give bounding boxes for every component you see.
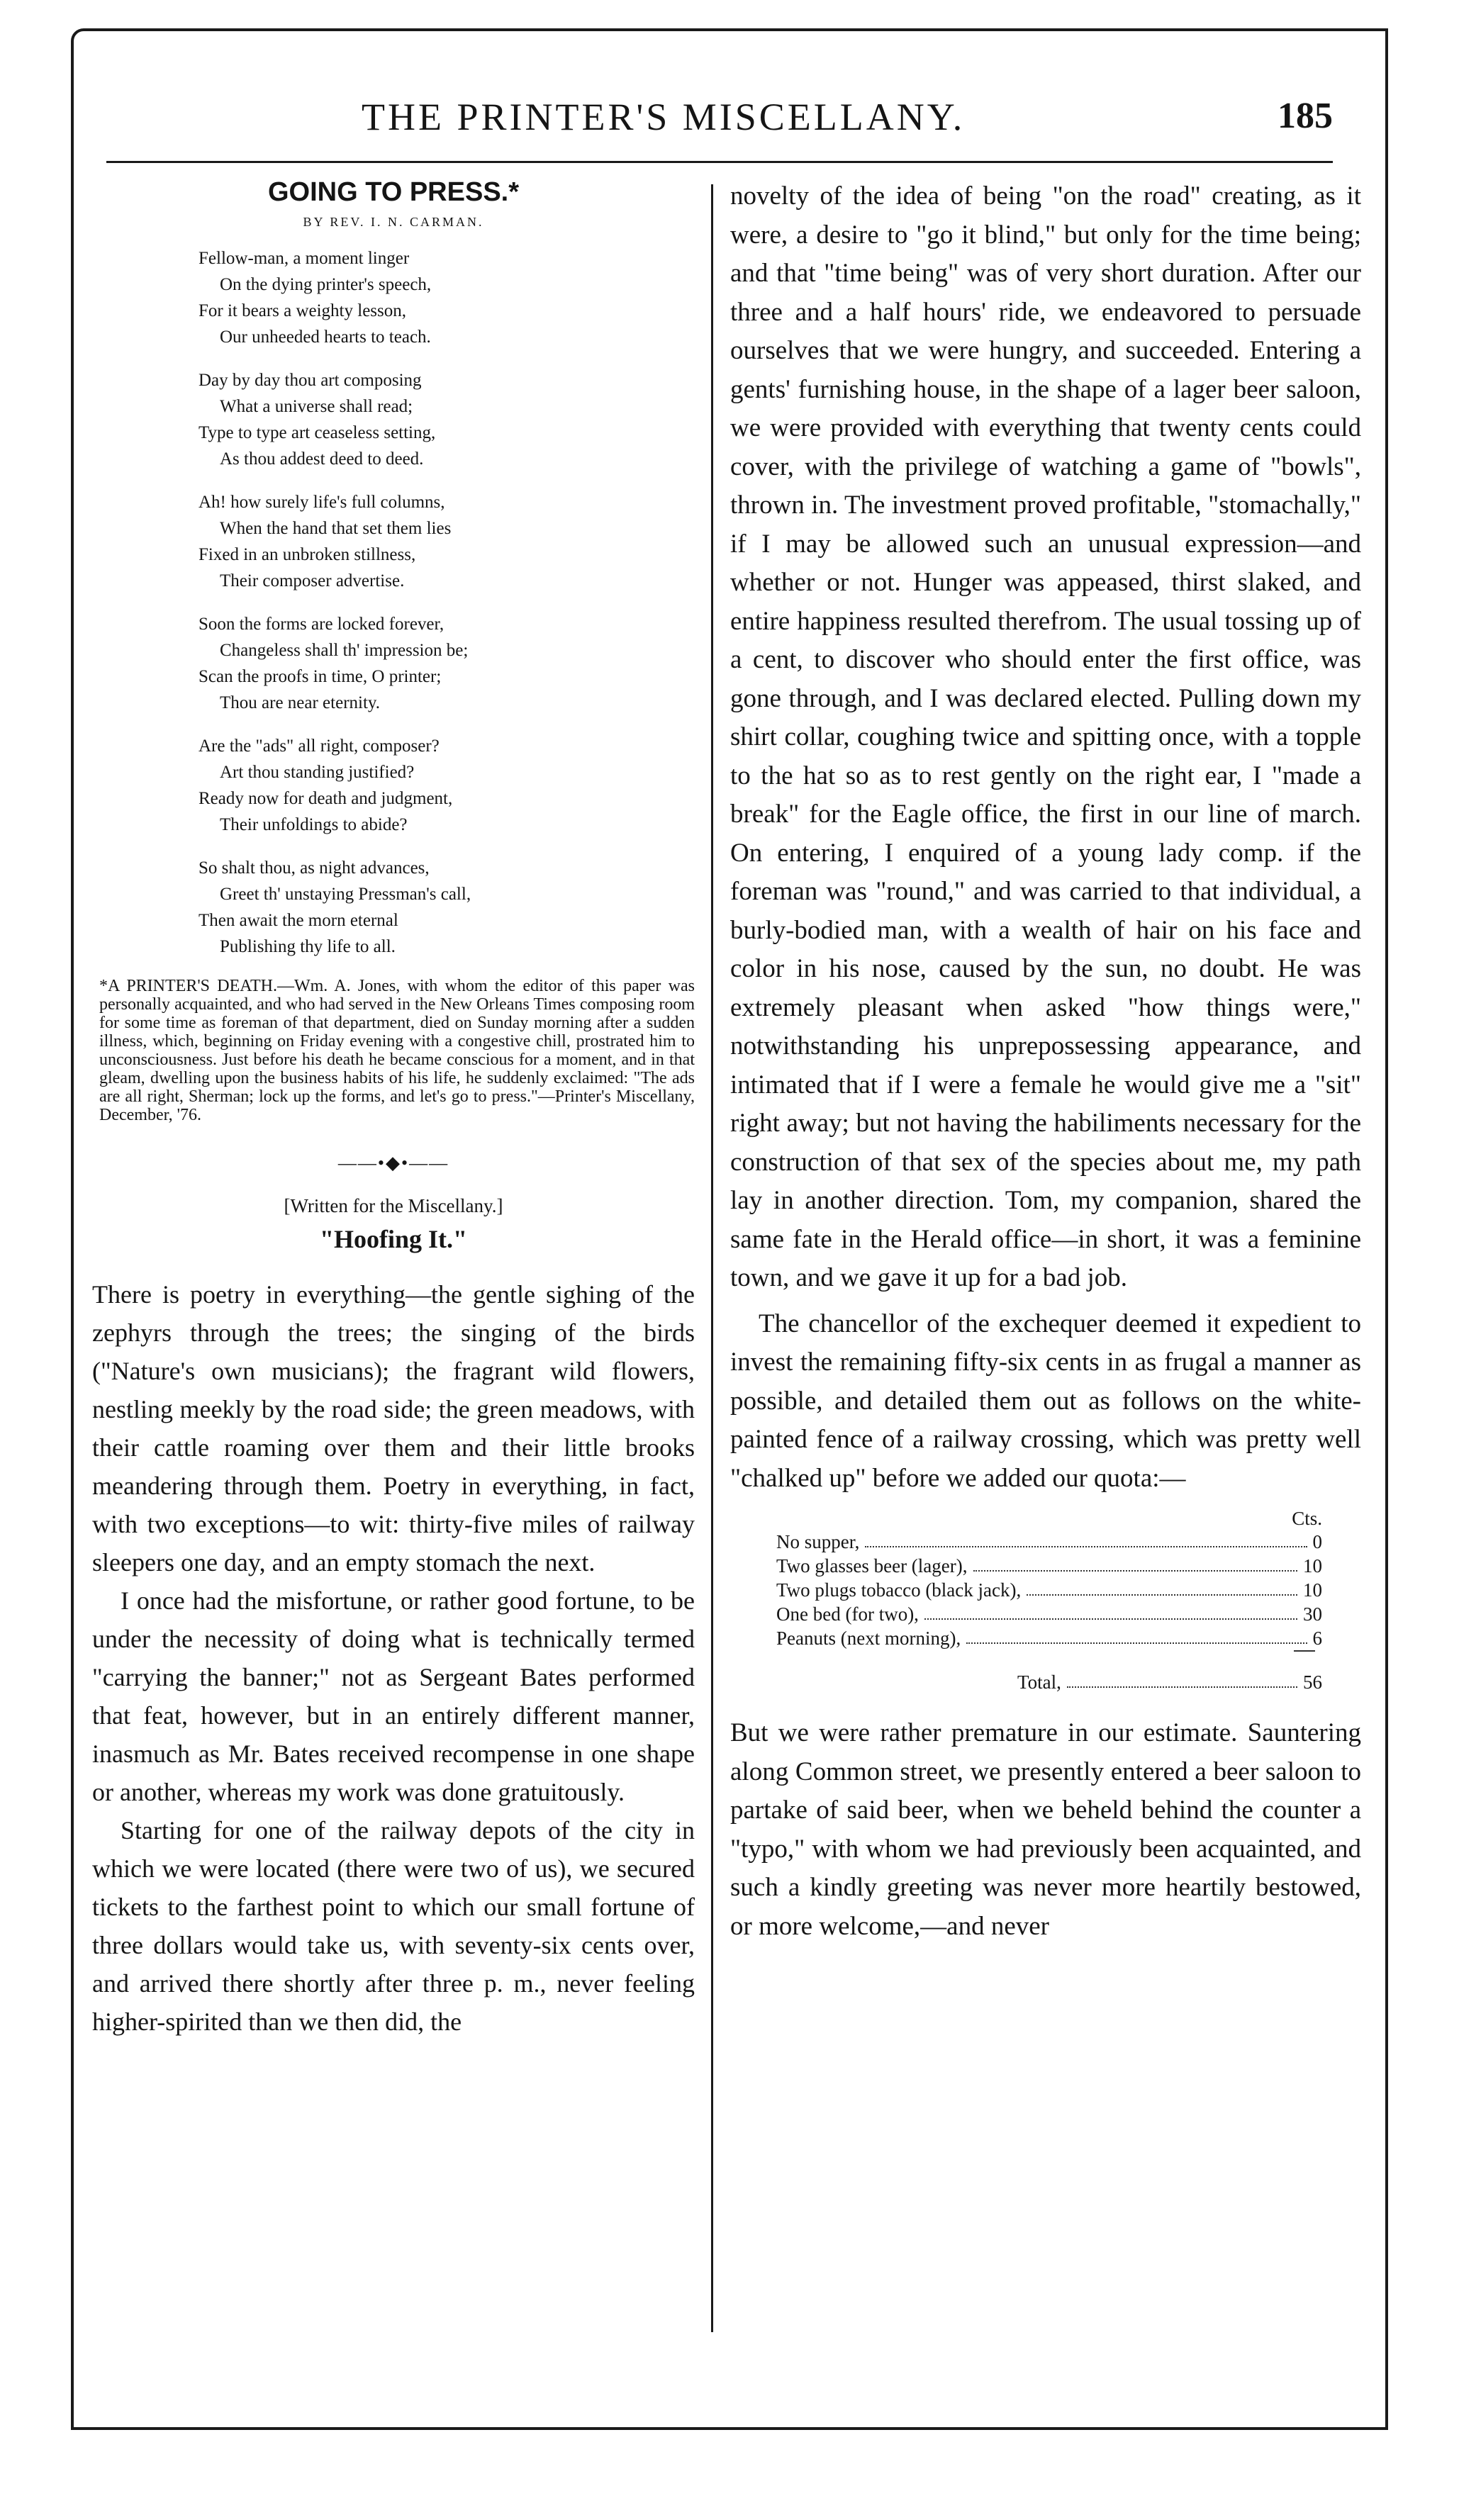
poem-title: GOING TO PRESS.* xyxy=(267,177,520,207)
poem-line: Their composer advertise. xyxy=(220,571,405,590)
poem-line: Day by day thou art composing xyxy=(199,371,422,390)
poem-line: Ah! how surely life's full columns, xyxy=(199,493,445,512)
poem-line: Art thou standing justified? xyxy=(220,763,415,782)
poem-stanza xyxy=(199,245,695,350)
poem-line: So shalt thou, as night advances, xyxy=(199,858,430,878)
poem-line: Greet th' unstaying Pressman's call, xyxy=(220,885,471,904)
poem-line: Fellow-man, a moment linger xyxy=(199,249,410,268)
poem-line: Changeless shall th' impression be; xyxy=(220,641,469,660)
article-paragraph: The chancellor of the exchequer deemed it expedient to invest the remaining fifty-six cents in as frugal a manner as possible, and detailed them out as follows on the white-painted fence of a railway crossing, which was pretty well "chalked up" before we added our quota:— xyxy=(730,1309,1361,1493)
poem-line: Fixed in an unbroken stillness, xyxy=(199,545,416,564)
poem-line: For it bears a weighty lesson, xyxy=(199,301,407,320)
poem-line: Are the "ads" all right, composer? xyxy=(199,737,440,756)
expense-label: No supper, xyxy=(776,1531,860,1552)
poem-line: Thou are near eternity. xyxy=(220,693,381,712)
expense-total-label: Total, xyxy=(1017,1671,1061,1693)
right-column xyxy=(730,177,1361,1946)
article-paragraph: There is poetry in everything—the gentle sighing of the zephyrs through the trees; the singing of the birds ("Nature's own musicians); the fragrant wild flowers, nestling meekly by the road side; the green meadows, with their cattle roaming over them and their little brooks meandering through them. Poetry in everything, in fact, with two exceptions—to wit: thirty-five miles of railway sleepers one day, and an empty stomach the next. xyxy=(92,1280,695,1577)
poem-stanza xyxy=(199,733,695,838)
section-ornament: ——•◆•—— xyxy=(337,1153,449,1173)
poem-line: When the hand that set them lies xyxy=(220,519,452,538)
expense-table xyxy=(776,1530,1322,1694)
expense-row xyxy=(776,1602,1322,1626)
expense-label: Two glasses beer (lager), xyxy=(776,1555,968,1577)
expense-total-value: 56 xyxy=(1303,1671,1322,1693)
poem-stanza xyxy=(199,489,695,594)
poem-line: As thou addest deed to deed. xyxy=(220,449,424,469)
expense-row xyxy=(776,1554,1322,1578)
article-credit: [Written for the Miscellany.] xyxy=(284,1195,503,1216)
poem-stanza xyxy=(199,855,695,960)
poem-line: Their unfoldings to abide? xyxy=(220,815,408,834)
page-number: 185 xyxy=(1278,96,1333,136)
expense-value: 6 xyxy=(1312,1628,1322,1649)
poem-line: On the dying printer's speech, xyxy=(220,275,432,294)
expense-total-row xyxy=(776,1670,1322,1694)
expense-label: Two plugs tobacco (black jack), xyxy=(776,1579,1022,1601)
article-paragraph: Starting for one of the railway depots of the city in which we were located (there were two of us), we secured tickets to the farthest point to which our small fortune of three dollars would take us, with seventy-six cents over, and arrived there shortly after three p. m., never feeling higher-spirited than we then did, the xyxy=(92,1816,695,2036)
article-paragraph: But we were rather premature in our estimate. Sauntering along Common street, we presently entered a beer saloon to partake of said beer, when we beheld behind the counter a "typo," with whom we had previously been acquainted, and such a kindly greeting was never more heartily bestowed, or more welcome,—and never xyxy=(730,1718,1361,1941)
poem-line: Soon the forms are locked forever, xyxy=(199,615,445,634)
expense-label: One bed (for two), xyxy=(776,1603,919,1625)
poem-line: Publishing thy life to all. xyxy=(220,937,396,956)
poem-line: Our unheeded hearts to teach. xyxy=(220,327,431,347)
poem-line: Type to type art ceaseless setting, xyxy=(199,423,436,442)
article-title: "Hoofing It." xyxy=(320,1225,467,1253)
column-divider xyxy=(711,184,713,2332)
journal-title: THE PRINTER'S MISCELLANY. xyxy=(362,96,966,138)
poem-byline: BY REV. I. N. CARMAN. xyxy=(303,215,484,229)
tally-rule xyxy=(1294,1650,1315,1652)
article-paragraph: I once had the misfortune, or rather good fortune, to be under the necessity of doing what is technically termed "carrying the banner;" not as Sergeant Bates performed that feat, however, but in an entirely different manner, inasmuch as Mr. Bates received recompense in one shape or another, whereas my work was done gratuitously. xyxy=(92,1586,695,1806)
expense-row xyxy=(776,1626,1322,1650)
expense-value: 10 xyxy=(1303,1579,1322,1601)
running-header xyxy=(106,85,1333,163)
expense-value: 10 xyxy=(1303,1555,1322,1577)
header-rule xyxy=(106,161,1333,163)
expense-unit-header: Cts. xyxy=(1292,1508,1322,1529)
poem-line: Ready now for death and judgment, xyxy=(199,789,453,808)
expense-label: Peanuts (next morning), xyxy=(776,1628,961,1649)
poem-stanza xyxy=(199,367,695,472)
left-column xyxy=(92,177,695,2041)
poem-line: Scan the proofs in time, O printer; xyxy=(199,667,442,686)
poem-stanza xyxy=(199,611,695,716)
poem-line: Then await the morn eternal xyxy=(199,911,398,930)
expense-value: 0 xyxy=(1312,1531,1322,1552)
article-paragraph: novelty of the idea of being "on the road" creating, as it were, a desire to "go it blind," but only for the time being; and that "time being" was of very short duration. After our three and a half hours' ride, we endeavored to persuade ourselves that we were hungry, and succeeded. Entering a gents' furnishing house, in the shape of a lager beer saloon, we were provided with everything that twenty cents could cover, with the privilege of watching a game of "bowls", thrown in. The investment proved profitable, "stomachally," if I may be allowed such an unusual expression—and whether or not. Hunger was appeased, thirst slaked, and entire happiness resulted therefrom. The usual tossing up of a cent, to discover who should enter the first office, was gone through, and I was declared elected. Pulling down my shirt collar, coughing twice and spitting once, with a topple to the hat so as to rest gently on the right ear, I "made a break" for the Eagle office, the first in our line of march. On entering, I enquired of a young lady comp. if the foreman was "round," and was carried to that individual, a burly-bodied man, with a wealth of hair on his face and color in his nose, caused by the sun, no doubt. He was extremely pleasant when asked "how things were," notwithstanding his unprepossessing appearance, and intimated that if I were a female he would give me a "sit" right away; but not having the habiliments necessary for the construction of that sex of the species about me, my path lay in another direction. Tom, my companion, shared the same fate in the Herald office—in short, it was a feminine town, and we gave it up for a bad job. xyxy=(730,181,1361,1292)
expense-row xyxy=(776,1578,1322,1602)
expense-value: 30 xyxy=(1303,1603,1322,1625)
poem-line: What a universe shall read; xyxy=(220,397,413,416)
poem-footnote: *A PRINTER'S DEATH.—Wm. A. Jones, with whom the editor of this paper was personally acquainted, and who had served in the New Orleans Times composing room for some time as foreman of that department, died on Sunday morning after a sudden illness, which, beginning on Friday evening with a congestive chill, prostrated him to unconsciousness. Just before his death he became conscious for a moment, and in that gleam, dwelling upon the business habits of his life, he suddenly exclaimed: "The ads are all right, Sherman; lock up the forms, and let's go to press."—Printer's Miscellany, December, '76. xyxy=(99,977,695,1124)
expense-row xyxy=(776,1530,1322,1554)
